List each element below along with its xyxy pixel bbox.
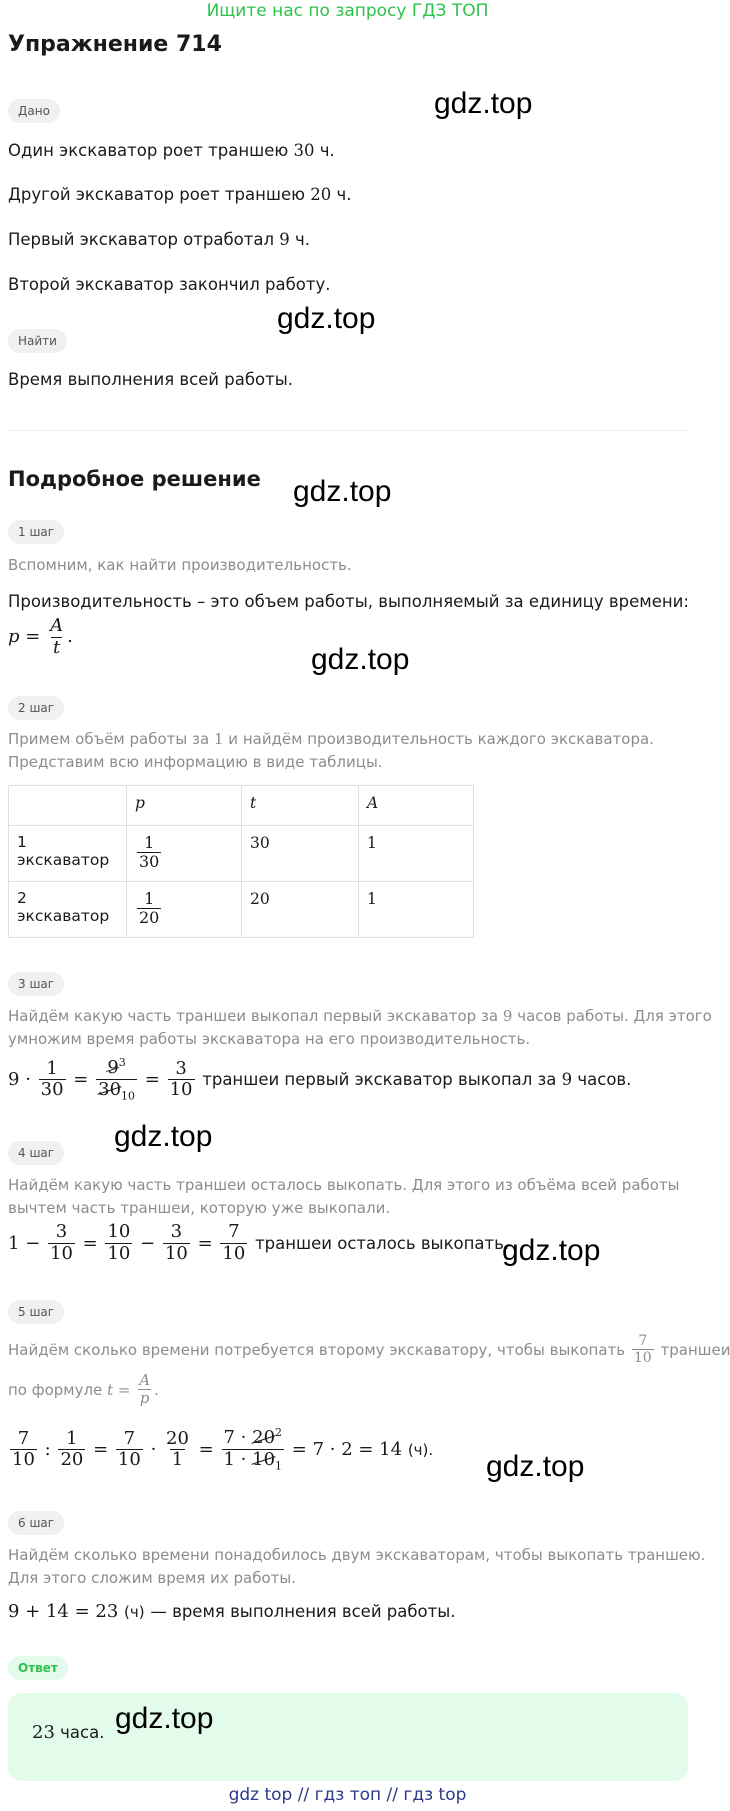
answer-chip: Ответ	[8, 1656, 68, 1680]
watermark: gdz.top	[115, 1702, 214, 1735]
answer-text: 23 часа.	[32, 1722, 105, 1743]
step-6-hint-2: Для этого сложим время их работы.	[8, 1569, 297, 1587]
table-cell: 30	[242, 826, 359, 882]
footer-links[interactable]: gdz top // гдз топ // гдз top	[228, 1785, 467, 1805]
find-chip: Найти	[8, 329, 67, 353]
step-5-hint-1: Найдём сколько времени потребуется второму экскаватору, чтобы выкопать $\frac{7}{10}$ траншеи	[8, 1333, 730, 1367]
table-header-row	[9, 786, 474, 826]
step-6-chip: 6 шаг	[8, 1511, 64, 1535]
top-banner[interactable]: Ищите нас по запросу ГДЗ ТОП	[206, 1, 489, 21]
given-line-2: Другой экскаватор роет траншею 20 ч.	[8, 185, 352, 204]
watermark: gdz.top	[434, 87, 533, 120]
step-5-hint-2: по формуле t = $\frac{A}{p}$ .	[8, 1371, 159, 1408]
table-cell: 1	[359, 826, 474, 882]
watermark: gdz.top	[277, 302, 376, 335]
data-table	[8, 785, 474, 938]
table-row	[9, 826, 474, 882]
table-header-cell: A	[359, 786, 474, 826]
table-row	[9, 882, 474, 938]
step-4-formula: 1 − $\frac{3}{10}$ = $\frac{10}{10}$ − $\frac{3}{10}$ = $\frac{7}{10}$ траншеи осталось выкопать.	[8, 1221, 510, 1264]
table-header-cell: t	[242, 786, 359, 826]
table-cell: 20	[242, 882, 359, 938]
given-line-3: Первый экскаватор отработал 9 ч.	[8, 230, 311, 249]
table-cell: $\frac{1}{20}$	[127, 882, 242, 938]
given-line-1: Один экскаватор роет траншею 30 ч.	[8, 141, 335, 160]
watermark: gdz.top	[502, 1234, 601, 1267]
watermark: gdz.top	[311, 643, 410, 676]
step-3-chip: 3 шаг	[8, 972, 64, 996]
step-4-hint-1: Найдём какую часть траншеи осталось выкопать. Для этого из объёма всей работы	[8, 1176, 680, 1194]
step-2-hint-2: Представим всю информацию в виде таблицы.	[8, 753, 383, 771]
step-1-chip: 1 шаг	[8, 520, 64, 544]
table-cell: $\frac{1}{30}$	[127, 826, 242, 882]
table-cell: 1	[359, 882, 474, 938]
watermark: gdz.top	[293, 475, 392, 508]
step-2-hint-1: Примем объём работы за 1 и найдём производительность каждого экскаватора.	[8, 730, 654, 748]
step-6-hint-1: Найдём сколько времени понадобилось двум экскаваторам, чтобы выкопать траншею.	[8, 1546, 706, 1564]
answer-box	[8, 1693, 688, 1781]
table-header-cell: p	[127, 786, 242, 826]
step-5-chip: 5 шаг	[8, 1300, 64, 1324]
find-text: Время выполнения всей работы.	[8, 370, 294, 389]
step-3-formula: 9 · $\frac{1}{30}$ = $\frac{9^3}{30_{10}}$ = $\frac{3}{10}$ траншеи первый экскаватор выкопал за 9 часов.	[8, 1056, 632, 1103]
step-4-hint-2: вычтем часть траншеи, которую уже выкопали.	[8, 1199, 391, 1217]
given-chip: Дано	[8, 99, 60, 123]
watermark: gdz.top	[486, 1450, 585, 1483]
step-6-formula: 9 + 14 = 23 (ч) — время выполнения всей работы.	[8, 1601, 456, 1622]
step-5-formula: $\frac{7}{10}$ : $\frac{1}{20}$ = $\frac{7}{10}$ · $\frac{20}{1}$ = $\frac{7 \cdot 20^2}{1 \cdot 10_1}$ = 7 · 2 = 14 (ч).	[12, 1426, 434, 1473]
step-1-hint: Вспомним, как найти производительность.	[8, 556, 352, 574]
step-2-chip: 2 шаг	[8, 696, 64, 720]
page-title: Упражнение 714	[8, 32, 222, 57]
watermark: gdz.top	[114, 1120, 213, 1153]
step-4-chip: 4 шаг	[8, 1141, 64, 1165]
table-cell: 2 экскаватор	[9, 882, 127, 938]
step-1-definition: Производительность – это объем работы, выполняемый за единицу времени:	[8, 592, 689, 611]
solution-title: Подробное решение	[8, 467, 261, 491]
given-line-4: Второй экскаватор закончил работу.	[8, 275, 331, 294]
table-header-cell	[9, 786, 127, 826]
step-3-hint-2: умножим время работы экскаватора на его производительность.	[8, 1030, 531, 1048]
table-cell: 1 экскаватор	[9, 826, 127, 882]
section-divider	[8, 430, 688, 431]
formula-p: p = $\frac{A}{t}$ .	[8, 615, 73, 658]
step-3-hint-1: Найдём какую часть траншеи выкопал первый экскаватор за 9 часов работы. Для этого	[8, 1007, 712, 1025]
